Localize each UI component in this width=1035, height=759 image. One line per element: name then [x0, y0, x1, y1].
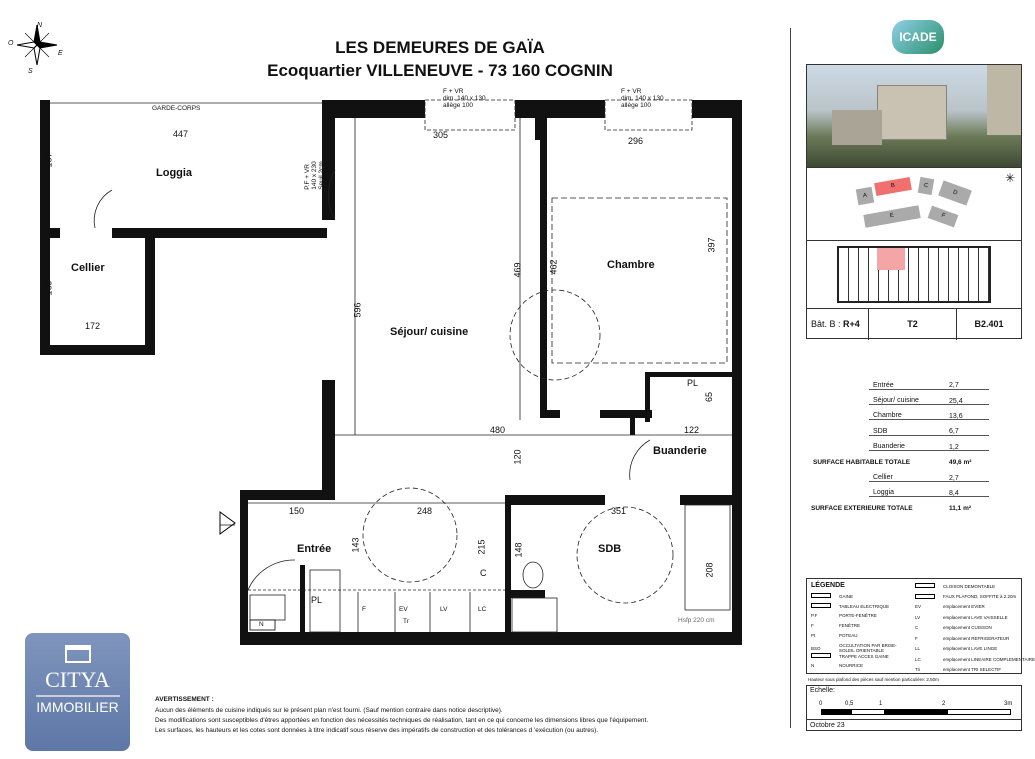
building-c: C	[918, 177, 935, 195]
surfaces-table	[808, 378, 998, 517]
f-label: F	[362, 606, 366, 613]
scale-tick: 0,5	[845, 701, 854, 707]
dim-65: 65	[704, 391, 715, 403]
surface-row: Chambre 13,6	[808, 409, 998, 424]
dim-187: 187	[43, 152, 54, 168]
page-title: LES DEMEURES DE GAÏA	[335, 38, 545, 57]
lot-info	[807, 308, 1021, 339]
legend-key: N	[811, 663, 815, 668]
dim-215: 215	[476, 539, 487, 555]
date-label: Octobre 23	[807, 719, 1021, 731]
legend-label: FAUX PLAFOND, SOFFITE à 2.20m	[943, 594, 1017, 599]
dim-596: 596	[352, 302, 363, 318]
batiment-level: R+4	[843, 318, 860, 329]
porte-fenetre-label: P.F + VR 140 x 230 Seuil 2cm	[303, 161, 325, 190]
pl-label-1: PL	[687, 378, 699, 388]
divider	[790, 28, 791, 728]
dim-248: 248	[417, 506, 433, 516]
dim-150: 150	[289, 506, 305, 516]
legend-item	[915, 636, 1009, 641]
surface-row: SDB 6,7	[808, 424, 998, 439]
garde-corps-label: GARDE-CORPS	[152, 105, 201, 112]
building-e: E	[863, 205, 920, 228]
legend-item	[811, 653, 889, 659]
room-chambre: Chambre	[607, 259, 655, 271]
legend-item	[915, 583, 995, 589]
legend-item	[811, 613, 877, 618]
compass-s: S	[28, 68, 33, 75]
scale-tick: 0	[819, 701, 823, 707]
legend-item	[915, 657, 1035, 662]
legend-key	[811, 653, 833, 659]
dim-296: 296	[628, 136, 644, 146]
surface-exterieure-total: SURFACE EXTERIEURE TOTALE 11,1 m²	[811, 505, 972, 513]
legend-item	[915, 615, 1008, 620]
n-label: N	[259, 621, 264, 628]
building-a: A	[856, 187, 875, 206]
dim-148: 148	[513, 542, 524, 558]
dim-480: 480	[490, 425, 506, 435]
tr-label: Tr	[403, 618, 409, 625]
legend-label: PORTE-FENÊTRE	[839, 613, 877, 618]
legend-label: CLOISON DEMONTABLE	[943, 583, 996, 589]
legend-label: emplacement CUISSON	[943, 625, 992, 630]
legend-key	[811, 593, 833, 599]
legend-item	[811, 593, 853, 599]
dim-469: 469	[512, 262, 523, 278]
site-plan	[807, 167, 1021, 241]
legend-label: emplacement EVIER	[943, 604, 985, 609]
legend-label: POTEAU	[839, 633, 858, 638]
floor-key-plan	[837, 246, 991, 303]
project-panel	[806, 64, 1022, 339]
dim-351: 351	[611, 506, 627, 516]
room-sejour-cuisine: Séjour/ cuisine	[390, 326, 469, 338]
legend-key: BSO	[811, 645, 821, 651]
legend-label: emplacement LAVE VAISSELLE	[943, 614, 1008, 620]
lv-label: LV	[440, 606, 448, 613]
legend-key: Tri	[915, 667, 921, 672]
legend-item	[811, 643, 909, 653]
room-sdb: SDB	[598, 543, 622, 555]
legend-item	[811, 603, 889, 609]
legend-item	[811, 633, 858, 638]
disclaimer-label: AVERTISSEMENT :	[155, 696, 214, 703]
legend-label: OCCULTATION PAR BRISE-SOLEIL ORIENTABLE	[839, 643, 897, 653]
legend-item	[915, 594, 1016, 600]
legend-item	[915, 625, 992, 630]
icade-logo: ICADE	[892, 20, 944, 54]
dim-143: 143	[350, 537, 361, 553]
legend-label: emplacement LAVE LINGE	[943, 646, 998, 651]
legend-label: FENÊTRE	[839, 623, 861, 628]
window-label-1: F + VR dim. 140 x 130 allège 100	[443, 88, 486, 109]
dim-122: 122	[684, 425, 700, 435]
legend: LÉGENDE GAINE TABLEAU ELECTRIQUE P.F PORTE-FENÊTRE F FENÊTRE Pt POTEAU BSO OCCULTATION PAR BRISE-SOLEIL ORIENTABLE TRAPPE ACCES GAINE N NOURRICE CLOISON DEMONTABLE FAUX PLAFOND, SOFFITE à 2.20m EV emplacement EVIER LV emplacement LAVE VAISSELLE C emplacement CUISSON F emplacement REFRIGERATEUR LL emplacement LAVE LINGE LC emplacement LINEAIRE COMPLEMENTAIRE Tri emplacement TRI SELECTIF	[806, 578, 1022, 674]
scale-tick: 2	[942, 701, 946, 707]
legend-key: EV	[915, 604, 922, 609]
legend-key: F	[915, 635, 918, 641]
legend-label: TRAPPE ACCES GAINE	[839, 653, 889, 659]
ceiling-height-note: Hauteur sous plafond des pièces sauf mention particulière: 2,50m	[808, 677, 939, 682]
compass-n: N	[37, 22, 43, 29]
lc-label: LC	[478, 606, 487, 613]
disclaimer: AVERTISSEMENT : Aucun des éléments de cuisine indiqués sur le présent plan n'est fourni. (Sauf mention contraire dans notice descriptive). Des modifications sont susceptibles d'êtres apportées en fonction des nécessités techniques de réalisation, tant en ce qui concerne les dimensions libres que l'équipement. Les surfaces, les hauteurs et les cotes sont données à titre indicatif sous réserve des impératifs de construction et des tolérances d 'exécution (ou autres).	[155, 696, 649, 734]
legend-key: P.F	[811, 613, 818, 618]
lot-number: B2.401	[974, 319, 1004, 329]
dim-169: 169	[43, 280, 54, 296]
surface-row: Loggia 8,4	[808, 486, 998, 501]
legend-label: emplacement LINEAIRE COMPLEMENTAIRE	[943, 656, 1035, 662]
legend-item	[811, 663, 863, 668]
surface-row: Cellier 2,7	[808, 470, 998, 485]
dim-172: 172	[85, 321, 101, 331]
scale-tick: 1	[879, 701, 883, 707]
legend-key	[811, 603, 833, 609]
legend-key: F	[811, 623, 814, 628]
dim-208: 208	[704, 562, 715, 578]
dim-397: 397	[706, 237, 717, 253]
compass-o: O	[8, 40, 14, 47]
dim-462: 462	[548, 259, 559, 275]
building-d: D	[938, 180, 972, 205]
legend-key	[915, 583, 937, 589]
scale-tick: 3m	[1004, 701, 1013, 707]
legend-key: LV	[915, 614, 921, 620]
surface-habitable-total: SURFACE HABITABLE TOTALE 49,6 m²	[813, 459, 972, 467]
legend-item	[811, 623, 860, 628]
legend-key: LL	[915, 646, 921, 651]
legend-item	[915, 604, 985, 609]
entrance-arrow-icon	[220, 512, 235, 534]
surface-row: Entrée 2,7	[808, 378, 998, 393]
surface-row: Séjour/ cuisine 25,4	[808, 393, 998, 408]
pl-label-2: PL	[311, 595, 323, 605]
scale-label: Echelle:	[810, 687, 835, 694]
legend-label: NOURRICE	[839, 663, 864, 668]
legend-label: TABLEAU ELECTRIQUE	[839, 603, 890, 609]
legend-label: GAINE	[839, 593, 854, 599]
dim-120: 120	[512, 449, 523, 465]
dim-447: 447	[173, 129, 189, 139]
scale-bar	[821, 709, 1011, 715]
room-cellier: Cellier	[71, 262, 105, 274]
scale-box	[806, 685, 1022, 731]
legend-key: LC	[915, 656, 921, 662]
legend-label: emplacement REFRIGERATEUR	[943, 635, 1010, 641]
room-buanderie: Buanderie	[653, 445, 707, 457]
building-b: B	[874, 177, 912, 196]
compass-e: E	[58, 50, 63, 57]
legend-item	[915, 667, 1001, 672]
c-label: C	[480, 568, 487, 578]
legend-label: emplacement TRI SELECTIF	[943, 667, 1002, 672]
north-star-icon: ✳	[1005, 171, 1016, 185]
room-loggia: Loggia	[156, 167, 193, 179]
citya-logo: CITYA IMMOBILIER	[25, 633, 130, 751]
window-label-2: F + VR dim. 140 x 130 allège 100	[621, 88, 664, 109]
lot-type: T2	[869, 309, 957, 340]
dim-305: 305	[433, 130, 449, 140]
building-photo	[807, 65, 1021, 167]
legend-key	[915, 594, 937, 600]
batiment-label: Bât. B :	[811, 318, 844, 329]
legend-key: Pt	[811, 633, 816, 638]
legend-item	[915, 646, 997, 651]
legend-key: C	[915, 625, 919, 630]
surface-row: Buanderie 1,2	[808, 440, 998, 455]
ev-label: EV	[399, 606, 408, 613]
building-f: F	[928, 206, 959, 228]
room-entree: Entrée	[297, 543, 332, 555]
page-subtitle: Ecoquartier VILLENEUVE - 73 160 COGNIN	[267, 61, 613, 80]
hsfp-label: Hsfp 220 cm	[678, 617, 715, 624]
